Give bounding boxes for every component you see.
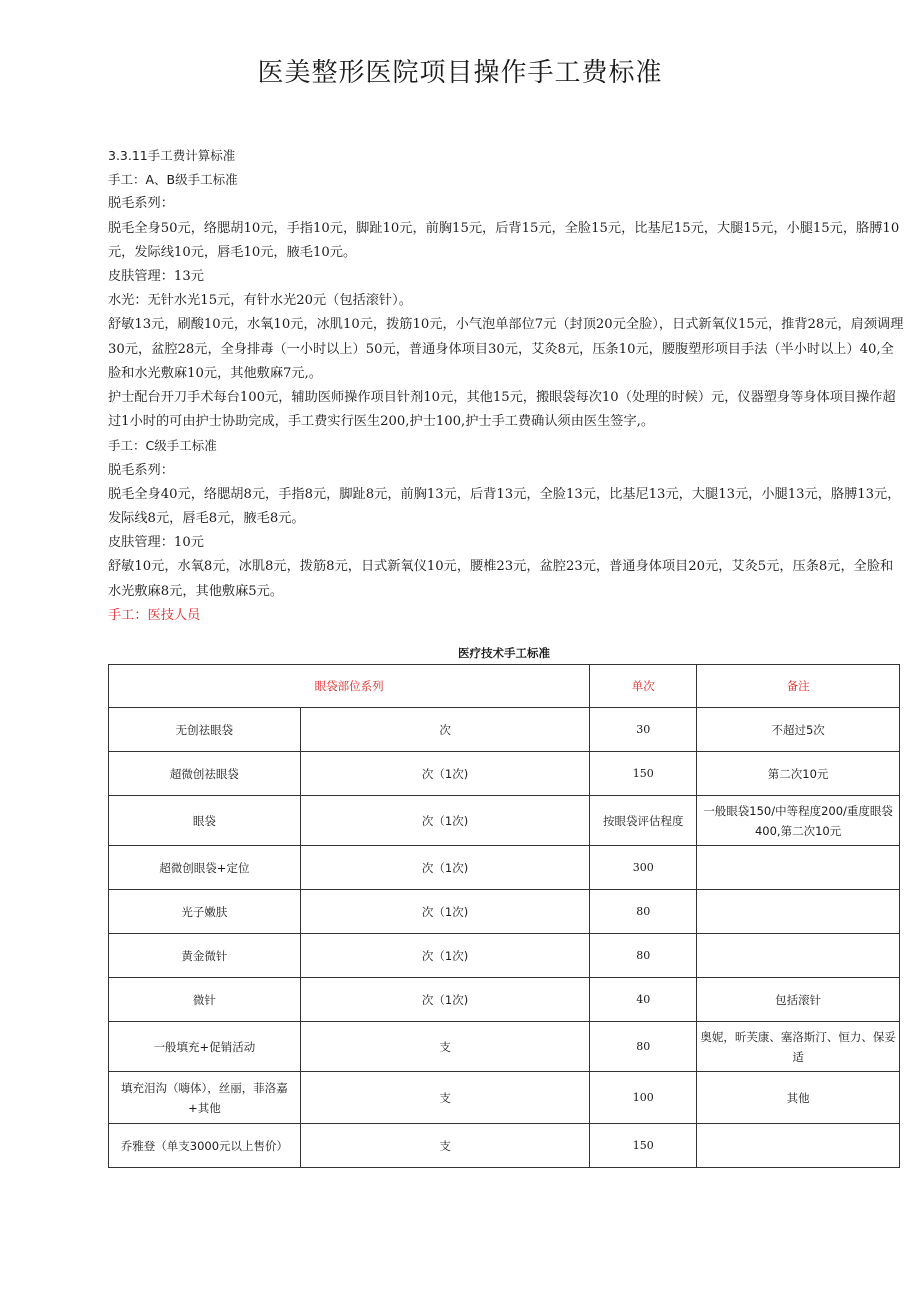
header-category: 眼袋部位系列 xyxy=(109,665,590,708)
c-hair-text: 脱毛全身40元，络腮胡8元，手指8元，脚趾8元，前胸13元，后背13元，全脸13元，比基尼13元，大腿13元，小腿13元，胳膊13元，发际线8元，唇毛8元，腋毛8元。 xyxy=(108,486,901,527)
table-title: 医疗技术手工标准 xyxy=(458,646,550,660)
c-hair-heading: 脱毛系列： xyxy=(108,462,174,478)
row-price: 150 xyxy=(590,1124,697,1168)
ab-nurse-text: 护士配台开刀手术每台100元，辅助医师操作项目针剂10元，其他15元，搬眼袋每次10（处理的时候）元，仪器塑身等身体项目操作超过1小时的可由护士协助完成，手工费实行医生200,护士100,护士手工费确认须由医生签字,。 xyxy=(108,390,896,430)
row-note xyxy=(697,1124,900,1168)
row-name: 无创祛眼袋 xyxy=(109,708,301,752)
table-row xyxy=(109,1124,900,1168)
row-note: 第二次10元 xyxy=(697,752,900,796)
row-name: 微针 xyxy=(109,978,301,1022)
row-price: 100 xyxy=(590,1072,697,1124)
table-row xyxy=(109,978,900,1022)
row-unit: 次（1次) xyxy=(300,796,590,846)
row-price: 40 xyxy=(590,978,697,1022)
row-name: 眼袋 xyxy=(109,796,301,846)
c-items-text: 舒敏10元，水氧8元，冰肌8元，拨筋8元，日式新氧仪10元，腰椎23元，盆腔23元，普通身体项目20元，艾灸5元，压条8元，全脸和水光敷麻8元，其他敷麻5元。 xyxy=(108,559,894,599)
table-header-row xyxy=(109,665,900,708)
fee-table xyxy=(108,664,900,1168)
row-price: 按眼袋评估程度 xyxy=(590,796,697,846)
table-row xyxy=(109,1022,900,1072)
row-note: 包括滚针 xyxy=(697,978,900,1022)
row-note: 不超过5次 xyxy=(697,708,900,752)
row-price: 80 xyxy=(590,934,697,978)
ab-water-text: 水光：无针水光15元，有针水光20元（包括滚针）。 xyxy=(108,293,412,309)
row-name: 超微创眼袋+定位 xyxy=(109,846,301,890)
section-heading: 3.3.11手工费计算标准 xyxy=(108,148,236,163)
document-body xyxy=(108,144,904,628)
ab-hair-heading: 脱毛系列： xyxy=(108,196,174,212)
row-unit: 次（1次) xyxy=(300,934,590,978)
table-row xyxy=(109,1072,900,1124)
row-note: 其他 xyxy=(697,1072,900,1124)
row-name: 黄金微针 xyxy=(109,934,301,978)
row-note xyxy=(697,934,900,978)
page-title: 医美整形医院项目操作手工费标准 xyxy=(257,58,663,88)
table-row xyxy=(109,934,900,978)
row-name: 填充泪沟（嗨体），丝丽，菲洛嘉+其他 xyxy=(109,1072,301,1124)
ab-items-text: 舒敏13元，刷酸10元，水氧10元，冰肌10元，拨筋10元，小气泡单部位7元（封顶20元全脸），日式新氧仪15元，推背28元，肩颈调理30元，盆腔28元，全身排毒（一小时以上）50元，普通身体项目30元，艾灸8元，压条10元，腰腹塑形项目手法（半小时以上）40,全脸和水光敷麻10元，其他敷麻7元,。 xyxy=(108,317,904,381)
row-unit: 支 xyxy=(300,1124,590,1168)
row-price: 80 xyxy=(590,890,697,934)
row-name: 乔雅登（单支3000元以上售价） xyxy=(109,1124,301,1168)
row-note xyxy=(697,890,900,934)
row-name: 超微创祛眼袋 xyxy=(109,752,301,796)
row-note: 一般眼袋150/中等程度200/重度眼袋400,第二次10元 xyxy=(697,796,900,846)
ab-skin-heading: 皮肤管理：13元 xyxy=(108,269,204,285)
header-price: 单次 xyxy=(590,665,697,708)
row-unit: 次 xyxy=(300,708,590,752)
row-unit: 次（1次) xyxy=(300,752,590,796)
row-unit: 次（1次) xyxy=(300,846,590,890)
table-row xyxy=(109,708,900,752)
row-price: 30 xyxy=(590,708,697,752)
row-price: 300 xyxy=(590,846,697,890)
table-row xyxy=(109,846,900,890)
row-name: 光子嫩肤 xyxy=(109,890,301,934)
row-price: 150 xyxy=(590,752,697,796)
c-level-heading: 手工：C级手工标准 xyxy=(108,438,217,454)
row-unit: 支 xyxy=(300,1022,590,1072)
row-name: 一般填充+促销活动 xyxy=(109,1022,301,1072)
row-unit: 次（1次) xyxy=(300,890,590,934)
row-note: 奥妮，昕芙康、塞洛斯汀、恒力、保妥适 xyxy=(697,1022,900,1072)
row-unit: 次（1次) xyxy=(300,978,590,1022)
row-unit: 支 xyxy=(300,1072,590,1124)
ab-hair-text: 脱毛全身50元，络腮胡10元，手指10元，脚趾10元，前胸15元，后背15元，全脸15元，比基尼15元，大腿15元，小腿15元，胳膊10元，发际线10元，唇毛10元，腋毛10元。 xyxy=(108,220,900,260)
row-price: 80 xyxy=(590,1022,697,1072)
table-row xyxy=(109,796,900,846)
table-row xyxy=(109,752,900,796)
table-row xyxy=(109,890,900,934)
ab-level-heading: 手工：A、B级手工标准 xyxy=(108,172,238,188)
row-note xyxy=(697,846,900,890)
tech-heading: 手工：医技人员 xyxy=(108,607,201,623)
header-note: 备注 xyxy=(697,665,900,708)
c-skin-heading: 皮肤管理：10元 xyxy=(108,535,204,551)
